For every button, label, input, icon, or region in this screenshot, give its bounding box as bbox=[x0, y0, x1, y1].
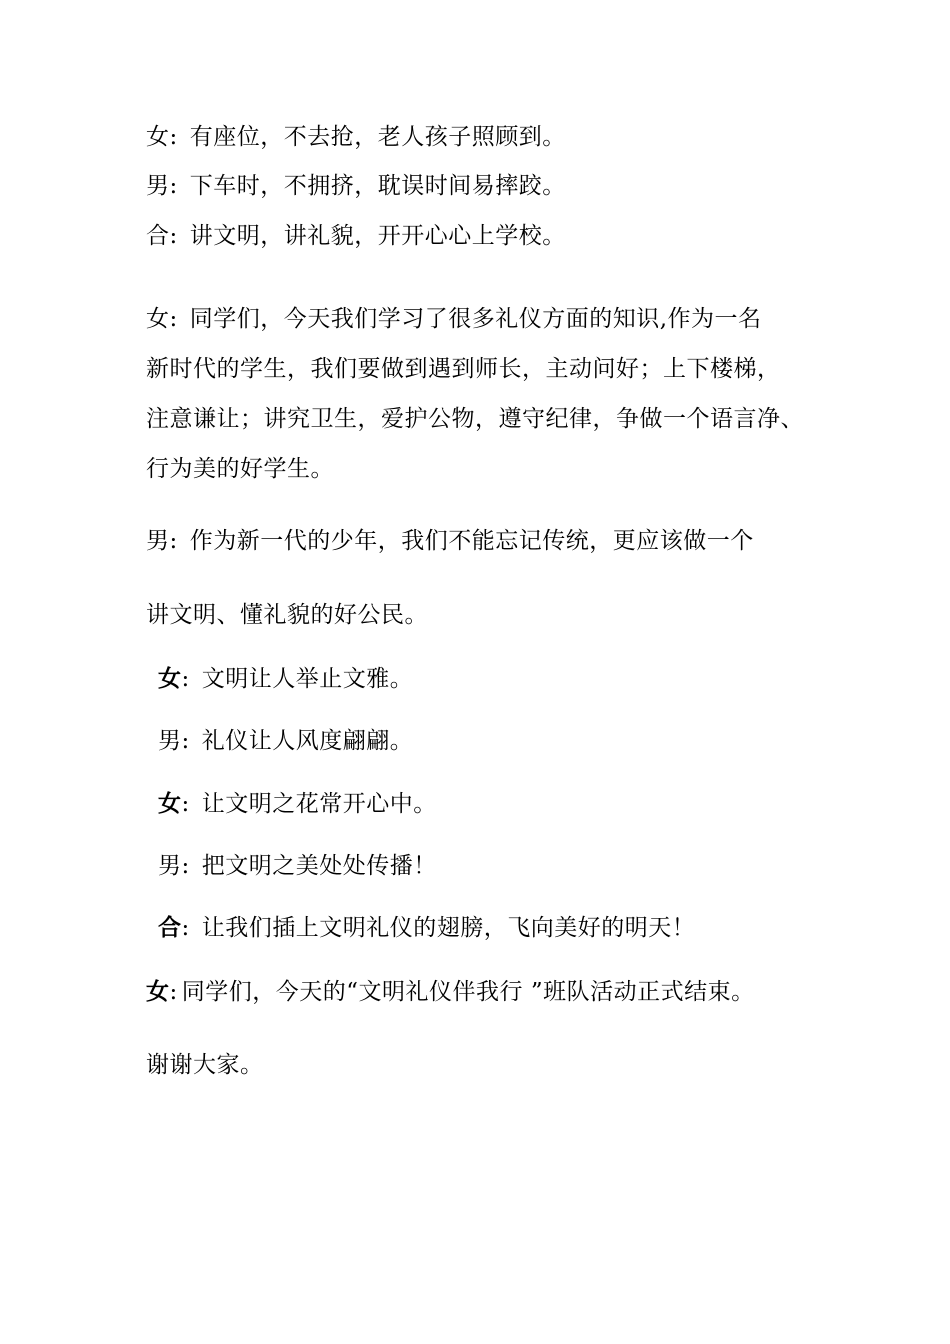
dialogue-line bbox=[158, 664, 413, 694]
speaker-colon: : bbox=[181, 853, 190, 879]
speaker-label: 男 bbox=[158, 728, 182, 754]
dialogue-text: 新时代的学生，我们要做到遇到师长，主动问好；上下楼梯， bbox=[146, 356, 781, 382]
speaker-colon: : bbox=[169, 979, 178, 1005]
speaker-colon: : bbox=[181, 915, 190, 941]
dialogue-line bbox=[158, 789, 437, 819]
speaker-label: 合 bbox=[146, 223, 170, 249]
speaker-colon: : bbox=[181, 666, 190, 692]
dialogue-text: 行为美的好学生。 bbox=[146, 456, 334, 482]
dialogue-text: 有座位，不去抢，老人孩子照顾到。 bbox=[189, 124, 566, 150]
dialogue-continuation bbox=[146, 454, 334, 484]
dialogue-continuation bbox=[146, 354, 781, 384]
speaker-label: 女 bbox=[158, 790, 182, 817]
dialogue-line bbox=[158, 726, 413, 756]
speaker-label: 女 bbox=[146, 306, 170, 332]
dialogue-continuation bbox=[146, 1050, 264, 1080]
speaker-label: 女 bbox=[146, 978, 170, 1005]
speaker-colon: : bbox=[169, 528, 178, 554]
speaker-colon: : bbox=[169, 124, 178, 150]
dialogue-text: 谢谢大家。 bbox=[146, 1052, 264, 1078]
dialogue-continuation bbox=[146, 600, 428, 630]
dialogue-text: 让我们插上文明礼仪的翅膀，飞向美好的明天！ bbox=[201, 915, 696, 941]
speaker-colon: : bbox=[169, 173, 178, 199]
speaker-colon: : bbox=[169, 306, 178, 332]
dialogue-text: 让文明之花常开心中。 bbox=[201, 791, 437, 817]
speaker-colon: : bbox=[181, 791, 190, 817]
speaker-label: 男 bbox=[146, 528, 170, 554]
dialogue-text: 作为新一代的少年，我们不能忘记传统，更应该做一个 bbox=[189, 528, 754, 554]
dialogue-text: 讲文明、懂礼貌的好公民。 bbox=[146, 602, 428, 628]
dialogue-line bbox=[146, 526, 754, 556]
speaker-colon: : bbox=[181, 728, 190, 754]
dialogue-line bbox=[146, 304, 762, 334]
dialogue-line bbox=[146, 221, 566, 251]
dialogue-line bbox=[158, 913, 695, 943]
speaker-colon: : bbox=[169, 223, 178, 249]
speaker-label: 男 bbox=[146, 173, 170, 199]
dialogue-text: 把文明之美处处传播！ bbox=[201, 853, 437, 879]
dialogue-line bbox=[146, 171, 566, 201]
dialogue-line bbox=[146, 122, 566, 152]
speaker-label: 男 bbox=[158, 853, 182, 879]
dialogue-text: 注意谦让；讲究卫生，爱护公物，遵守纪律，争做一个语言净、 bbox=[146, 406, 804, 432]
dialogue-line bbox=[158, 851, 437, 881]
speaker-label: 女 bbox=[158, 665, 182, 692]
speaker-label: 合 bbox=[158, 914, 182, 941]
dialogue-text: 礼仪让人风度翩翩。 bbox=[201, 728, 414, 754]
dialogue-line bbox=[146, 977, 755, 1007]
dialogue-text: 讲文明，讲礼貌，开开心心上学校。 bbox=[189, 223, 566, 249]
dialogue-continuation bbox=[146, 404, 804, 434]
dialogue-text: 同学们，今天的“文明礼仪伴我行 ”班队活动正式结束。 bbox=[181, 979, 755, 1005]
speaker-label: 女 bbox=[146, 124, 170, 150]
dialogue-text: 文明让人举止文雅。 bbox=[201, 666, 414, 692]
dialogue-text: 同学们，今天我们学习了很多礼仪方面的知识,作为一名 bbox=[189, 306, 762, 332]
dialogue-text: 下车时，不拥挤，耽误时间易摔跤。 bbox=[189, 173, 566, 199]
